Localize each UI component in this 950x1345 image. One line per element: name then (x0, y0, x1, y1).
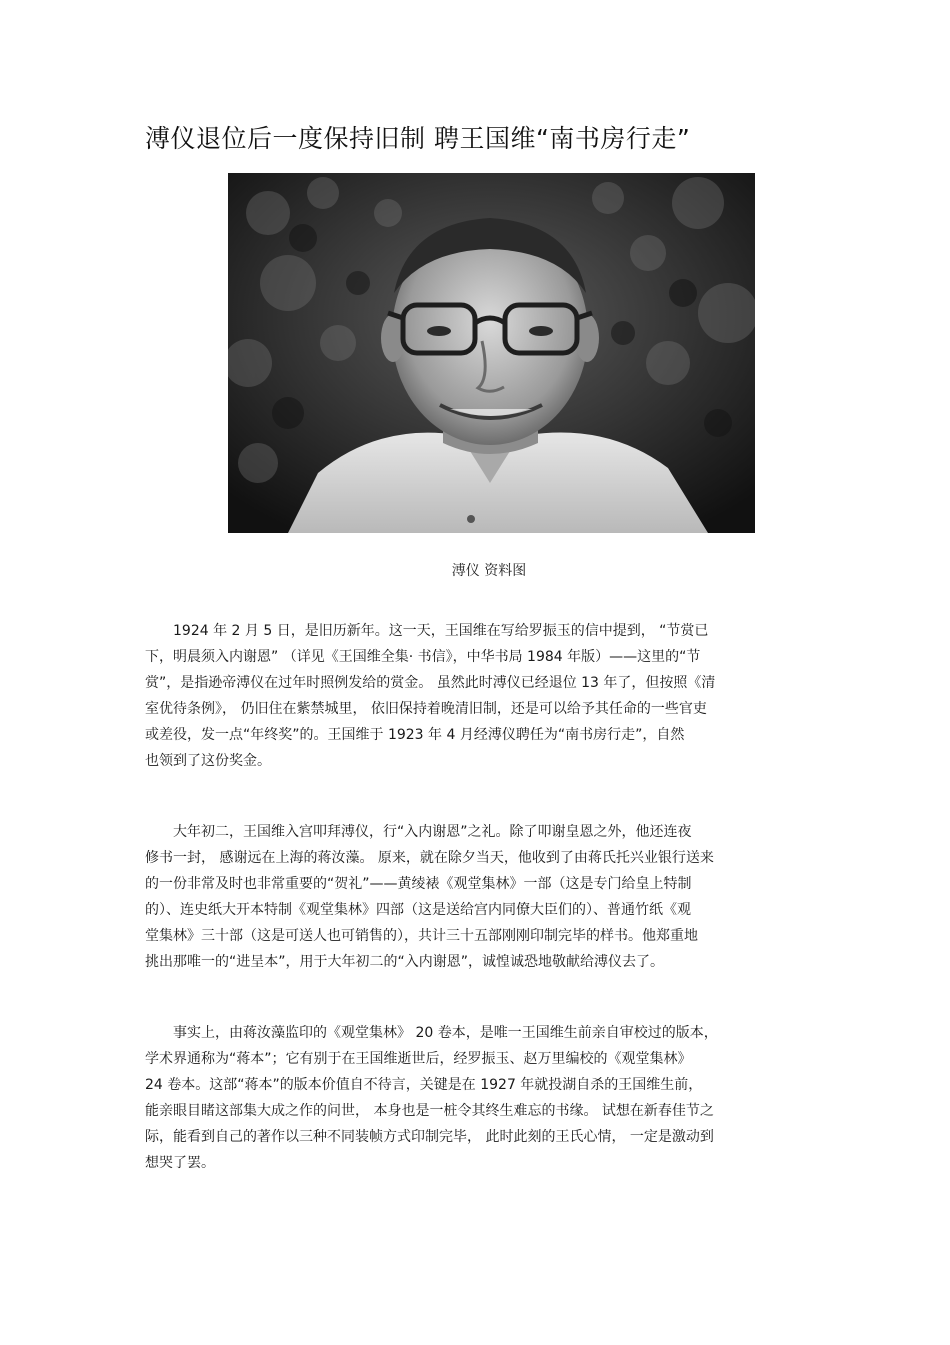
paragraph-line: 堂集林》三十部（这是可送人也可销售的），共计三十五部刚刚印制完毕的样书。他郑重地 (145, 928, 698, 944)
paragraph-line: 下，明晨须入内谢恩” （详见《王国维全集· 书信》，中华书局 1984 年版）——这里的“节 (145, 649, 701, 665)
paragraph-line: 的一份非常及时也非常重要的“贺礼”——黄绫裱《观堂集林》一部（这是专门给皇上特制 (145, 876, 692, 892)
photo-caption: 溥仪 资料图 (451, 563, 527, 579)
paragraph-2 (145, 819, 815, 975)
paragraph-line: 1924 年 2 月 5 日，是旧历新年。这一天，王国维在写给罗振玉的信中提到， “节赏已 (145, 623, 709, 639)
portrait-photo (228, 173, 755, 533)
paragraph-line: 想哭了罢。 (145, 1155, 215, 1171)
paragraph-line: 也领到了这份奖金。 (145, 753, 271, 769)
paragraph-line: 或差役，发一点“年终奖”的。王国维于 1923 年 4 月经溥仪聘任为“南书房行走”，自然 (145, 727, 685, 743)
paragraph-line: 室优待条例》， 仍旧住在紫禁城里， 依旧保持着晚清旧制，还是可以给予其任命的一些官吏 (145, 701, 707, 717)
paragraph-3 (145, 1020, 815, 1176)
paragraph-line: 修书一封， 感谢远在上海的蒋汝藻。 原来，就在除夕当天，他收到了由蒋氏托兴业银行送来 (145, 850, 714, 866)
article-title: 溥仪退位后一度保持旧制 聘王国维“南书房行走” (145, 124, 691, 153)
paragraph-line: 24 卷本。这部“蒋本”的版本价值自不待言，关键是在 1927 年就投湖自杀的王国维生前， (145, 1077, 703, 1093)
paragraph-line: 能亲眼目睹这部集大成之作的问世， 本身也是一桩令其终生难忘的书缘。 试想在新春佳节之 (145, 1103, 714, 1119)
paragraph-1 (145, 618, 815, 774)
paragraph-line: 的）、连史纸大开本特制《观堂集林》四部（这是送给宫内同僚大臣们的）、普通竹纸《观 (145, 902, 691, 918)
paragraph-line: 大年初二，王国维入宫叩拜溥仪，行“入内谢恩”之礼。除了叩谢皇恩之外，他还连夜 (145, 824, 692, 840)
paragraph-line: 际，能看到自己的著作以三种不同装帧方式印制完毕， 此时此刻的王氏心情， 一定是激动到 (145, 1129, 714, 1145)
paragraph-line: 赏”，是指逊帝溥仪在过年时照例发给的赏金。 虽然此时溥仪已经退位 13 年了，但按照《清 (145, 675, 716, 691)
paragraph-line: 事实上，由蒋汝藻监印的《观堂集林》 20 卷本，是唯一王国维生前亲自审校过的版本， (145, 1025, 718, 1041)
paragraph-line: 学术界通称为“蒋本”；它有别于在王国维逝世后，经罗振玉、赵万里编校的《观堂集林》 (145, 1051, 692, 1067)
portrait-photo-illustration (228, 173, 755, 533)
paragraph-line: 挑出那唯一的“进呈本”，用于大年初二的“入内谢恩”，诚惶诚恐地敬献给溥仪去了。 (145, 954, 665, 970)
